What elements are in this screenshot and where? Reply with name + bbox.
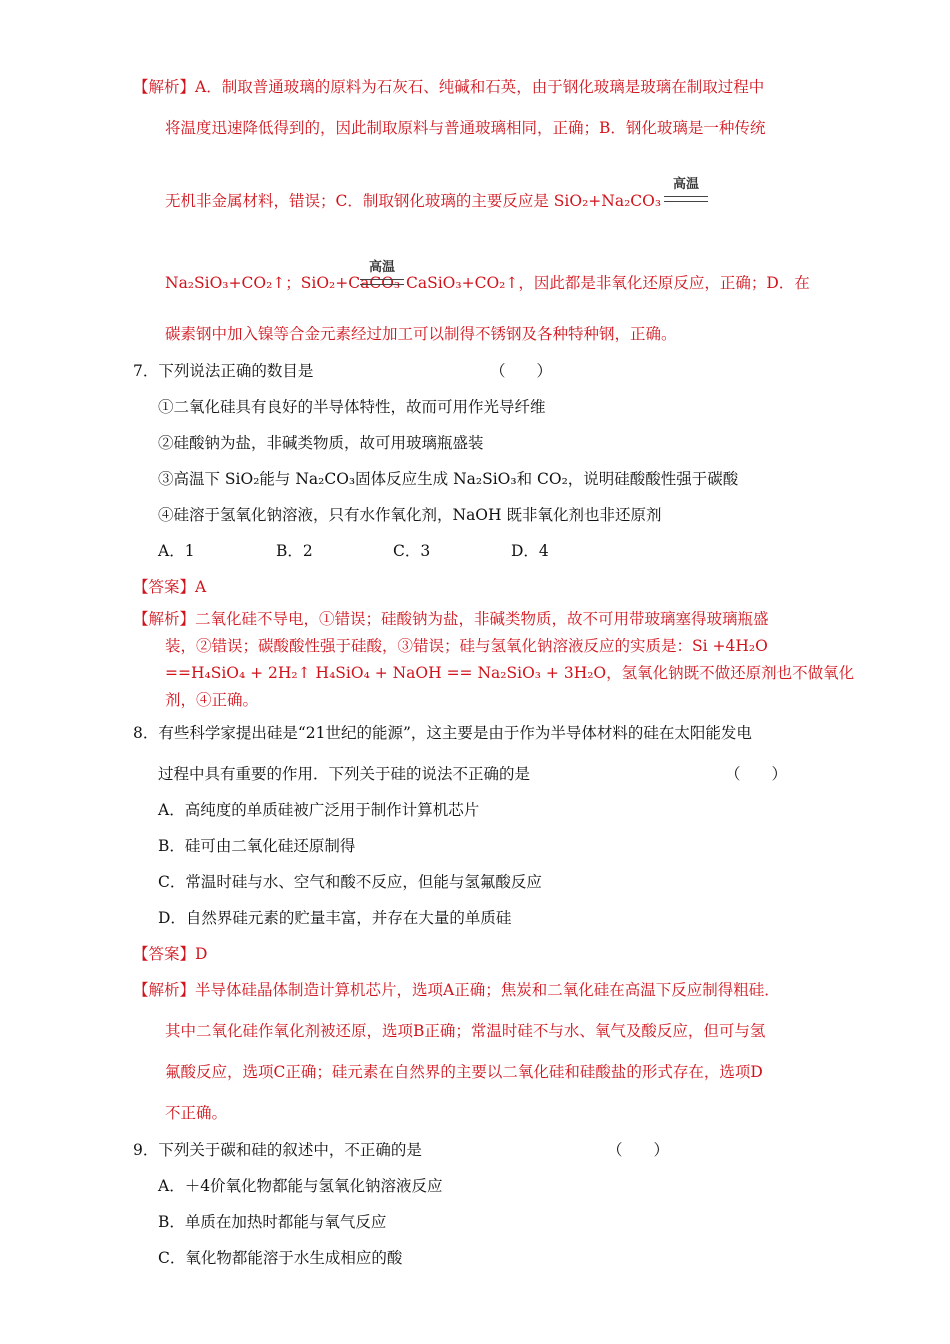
explanation-line-4a: Na₂SiO₃+CO₂↑；SiO₂+CaCO₃ xyxy=(165,274,401,292)
q8-stem-line-2: 过程中具有重要的作用．下列关于硅的说法不正确的是 xyxy=(158,765,531,783)
q7-option-b: B．2 xyxy=(276,542,313,560)
q8-stem-line-1: 8．有些科学家提出硅是“21世纪的能源”，这主要是由于作为半导体材料的硅在太阳能发电 xyxy=(133,724,752,742)
q8-answer: 【答案】D xyxy=(133,945,208,963)
high-temp-arrow-2: 高温 xyxy=(360,261,404,289)
q8-option-a: A．高纯度的单质硅被广泛用于制作计算机芯片 xyxy=(158,801,480,819)
explanation-line-1: 【解析】A．制取普通玻璃的原料为石灰石、纯碱和石英，由于钢化玻璃是玻璃在制取过程中 xyxy=(133,78,765,96)
q7-item-3: ③高温下 SiO₂能与 Na₂CO₃固体反应生成 Na₂SiO₃和 CO₂，说明硅酸酸性强于碳酸 xyxy=(158,470,739,488)
q7-stem: 7．下列说法正确的数目是 xyxy=(133,362,314,380)
q7-explanation-line-2: 装，②错误；碳酸酸性强于硅酸，③错误；硅与氢氧化钠溶液反应的实质是：Si +4H₂O xyxy=(165,637,768,655)
q8-option-b: B．硅可由二氧化硅还原制得 xyxy=(158,837,356,855)
q8-explanation-line-4: 不正确。 xyxy=(165,1104,228,1122)
q9-option-b: B．单质在加热时都能与氧气反应 xyxy=(158,1213,387,1231)
q8-explanation-line-1: 【解析】半导体硅晶体制造计算机芯片，选项A正确；焦炭和二氧化硅在高温下反应制得粗硅． xyxy=(133,981,780,999)
q9-option-c: C．氧化物都能溶于水生成相应的酸 xyxy=(158,1249,403,1267)
q7-item-4: ④硅溶于氢氧化钠溶液，只有水作氧化剂，NaOH 既非氧化剂也非还原剂 xyxy=(158,506,662,524)
q7-answer: 【答案】A xyxy=(133,578,207,596)
q7-item-1: ①二氧化硅具有良好的半导体特性，故而可用作光导纤维 xyxy=(158,398,546,416)
q7-item-2: ②硅酸钠为盐，非碱类物质，故可用玻璃瓶盛装 xyxy=(158,434,484,452)
q7-option-c: C．3 xyxy=(393,542,431,560)
q8-option-c: C．常温时硅与水、空气和酸不反应，但能与氢氟酸反应 xyxy=(158,873,542,891)
q7-explanation-line-1: 【解析】二氧化硅不导电，①错误；硅酸钠为盐，非碱类物质，故不可用带玻璃塞得玻璃瓶盛 xyxy=(133,610,769,628)
q8-explanation-line-2: 其中二氧化硅作氧化剂被还原，选项B正确；常温时硅不与水、氧气及酸反应，但可与氢 xyxy=(165,1022,766,1040)
q7-explanation-line-3: ==H₄SiO₄ + 2H₂↑ H₄SiO₄ + NaOH == Na₂SiO₃ + 3H₂O，氢氧化钠既不做还原剂也不做氧化 xyxy=(165,664,855,682)
explanation-line-4b: CaSiO₃+CO₂↑，因此都是非氧化还原反应，正确；D．在 xyxy=(406,274,810,292)
explanation-line-2: 将温度迅速降低得到的，因此制取原料与普通玻璃相同，正确；B．钢化玻璃是一种传统 xyxy=(165,119,766,137)
q7-explanation-line-4: 剂，④正确。 xyxy=(165,691,259,709)
explanation-tag: 【解析】 xyxy=(133,78,196,96)
q7-option-d: D．4 xyxy=(511,542,549,560)
explanation-line-5: 碳素钢中加入镍等合金元素经过加工可以制得不锈钢及各种特种钢，正确。 xyxy=(165,325,677,343)
q7-answer-parens: （ ） xyxy=(490,362,553,380)
q9-answer-parens: （ ） xyxy=(607,1141,670,1159)
q9-stem: 9．下列关于碳和硅的叙述中，不正确的是 xyxy=(133,1141,422,1159)
q8-option-d: D．自然界硅元素的贮量丰富，并存在大量的单质硅 xyxy=(158,909,512,927)
explanation-line-3: 无机非金属材料，错误；C．制取钢化玻璃的主要反应是 SiO₂+Na₂CO₃ xyxy=(165,192,662,210)
q8-answer-parens: （ ） xyxy=(725,765,788,783)
high-temp-arrow-1: 高温 xyxy=(664,178,708,206)
q8-explanation-line-3: 氟酸反应，选项C正确；硅元素在自然界的主要以二氧化硅和硅酸盐的形式存在，选项D xyxy=(165,1063,763,1081)
q7-option-a: A．1 xyxy=(158,542,195,560)
q9-option-a: A．＋4价氧化物都能与氢氧化钠溶液反应 xyxy=(158,1177,443,1195)
